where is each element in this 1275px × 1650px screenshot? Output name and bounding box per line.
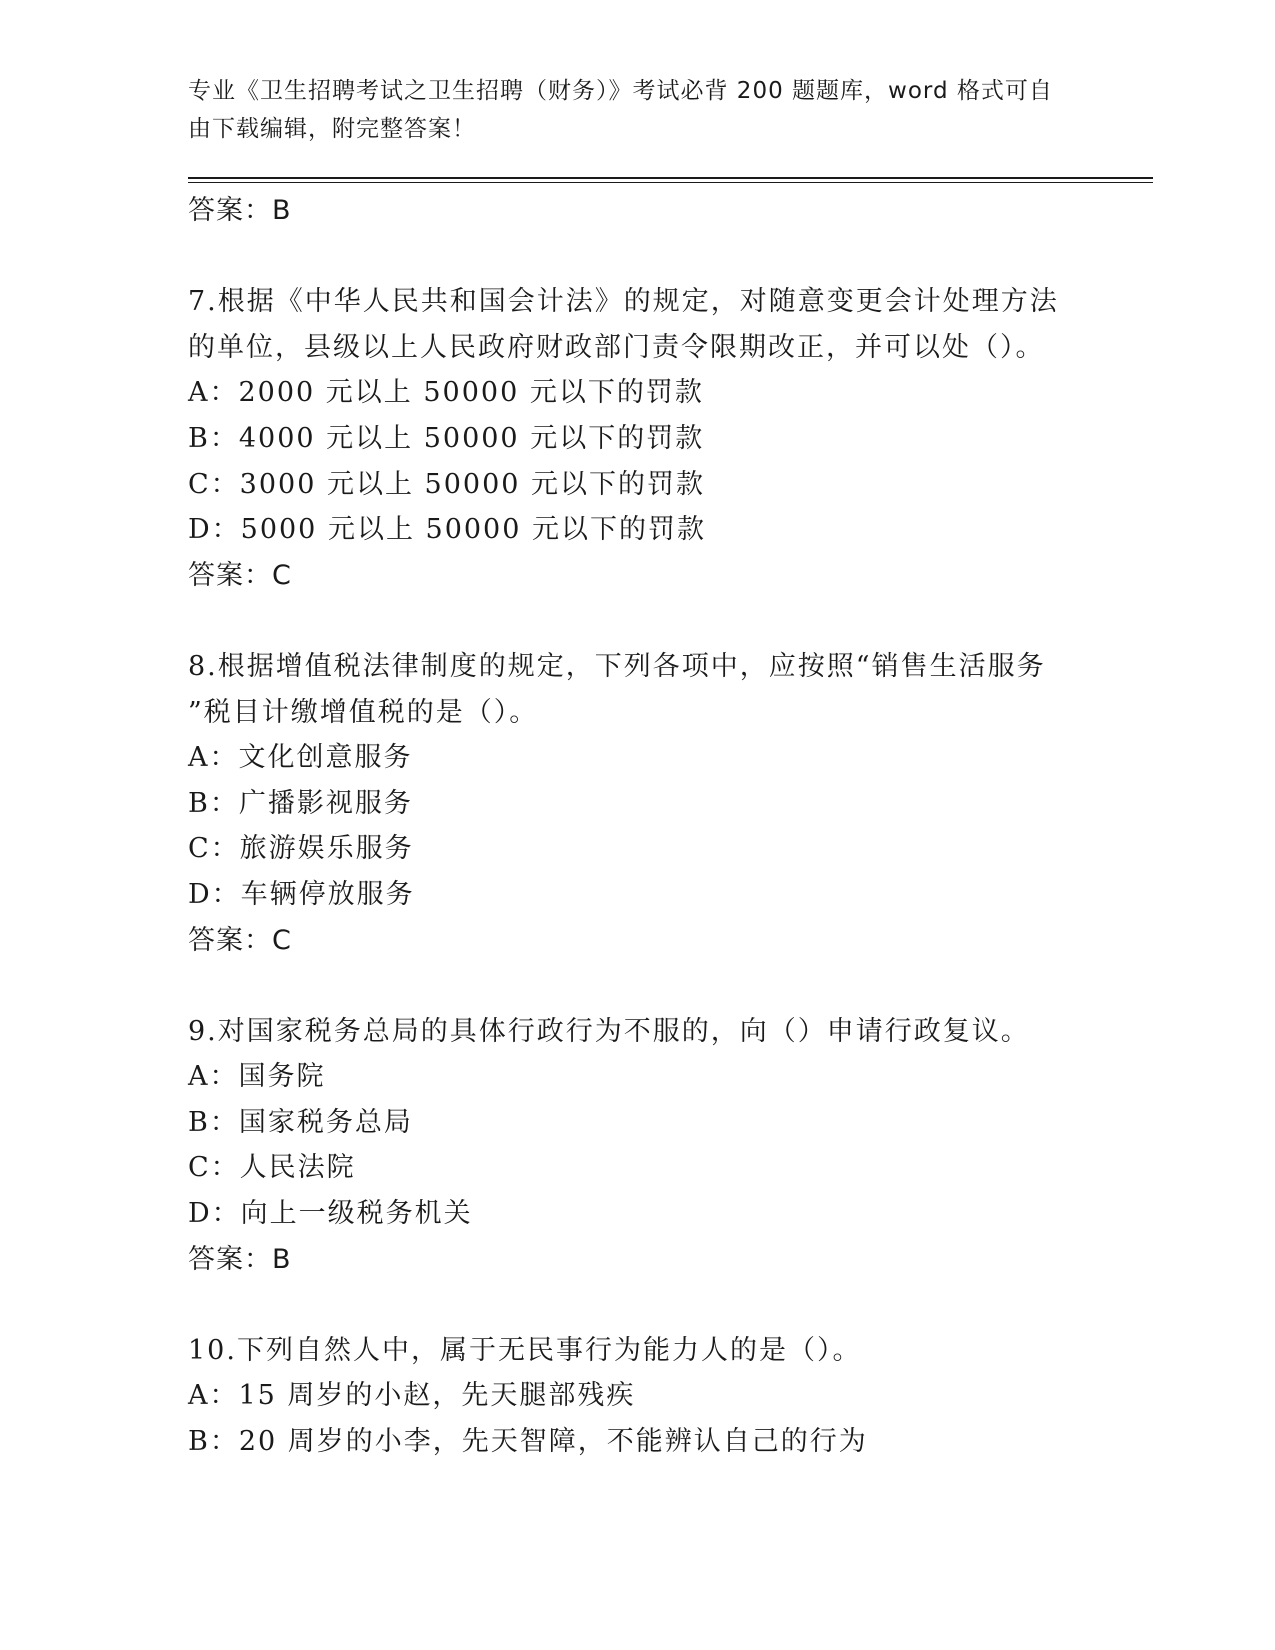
question-10	[188, 1328, 1078, 1465]
spacer	[188, 963, 1078, 1009]
question-10-option-b: B：20 周岁的小李，先天智障，不能辨认自己的行为	[188, 1426, 868, 1458]
header-line-1: 专业《卫生招聘考试之卫生招聘（财务）》考试必背 200 题题库，word 格式可自	[188, 78, 1053, 104]
question-9-option-b: B：国家税务总局	[188, 1106, 413, 1138]
question-9	[188, 1009, 1078, 1283]
question-8	[188, 644, 1078, 963]
header-divider-thick	[188, 177, 1153, 179]
question-9-option-d: D：向上一级税务机关	[188, 1198, 473, 1230]
header-divider-thin	[188, 182, 1153, 183]
question-9-answer: 答案：B	[188, 1243, 292, 1275]
question-8-option-c: C：旅游娱乐服务	[188, 833, 414, 865]
question-7-text-line-1: 7.根据《中华人民共和国会计法》的规定，对随意变更会计处理方法	[188, 286, 1059, 318]
spacer	[188, 598, 1078, 644]
question-8-answer: 答案：C	[188, 924, 292, 956]
question-7-answer: 答案：C	[188, 559, 292, 591]
spacer	[188, 234, 1078, 280]
question-9-option-c: C：人民法院	[188, 1152, 356, 1184]
question-9-text-line-1: 9.对国家税务总局的具体行政行为不服的，向（）申请行政复议。	[188, 1015, 1030, 1047]
header-line-2: 由下载编辑，附完整答案！	[188, 116, 476, 142]
question-7	[188, 279, 1078, 598]
question-8-text-line-1: 8.根据增值税法律制度的规定，下列各项中，应按照“销售生活服务	[188, 650, 1046, 682]
question-list	[188, 188, 1078, 1465]
question-7-option-b: B：4000 元以上 50000 元以下的罚款	[188, 422, 705, 454]
spacer	[188, 1282, 1078, 1328]
question-8-option-d: D：车辆停放服务	[188, 878, 415, 910]
document-header	[188, 72, 1068, 148]
previous-answer: 答案：B	[188, 195, 292, 226]
question-9-option-a: A：国务院	[188, 1061, 326, 1093]
question-7-text-line-2: 的单位，县级以上人民政府财政部门责令限期改正，并可以处（）。	[188, 331, 1045, 363]
question-8-option-a: A：文化创意服务	[188, 742, 413, 774]
question-7-option-a: A：2000 元以上 50000 元以下的罚款	[188, 377, 704, 409]
question-7-option-c: C：3000 元以上 50000 元以下的罚款	[188, 468, 706, 500]
question-10-text-line-1: 10.下列自然人中，属于无民事行为能力人的是（）。	[188, 1334, 862, 1366]
question-7-option-d: D：5000 元以上 50000 元以下的罚款	[188, 514, 706, 546]
question-10-option-a: A：15 周岁的小赵，先天腿部残疾	[188, 1380, 636, 1412]
question-8-option-b: B：广播影视服务	[188, 787, 413, 819]
question-8-text-line-2: ”税目计缴增值税的是（）。	[188, 696, 539, 728]
